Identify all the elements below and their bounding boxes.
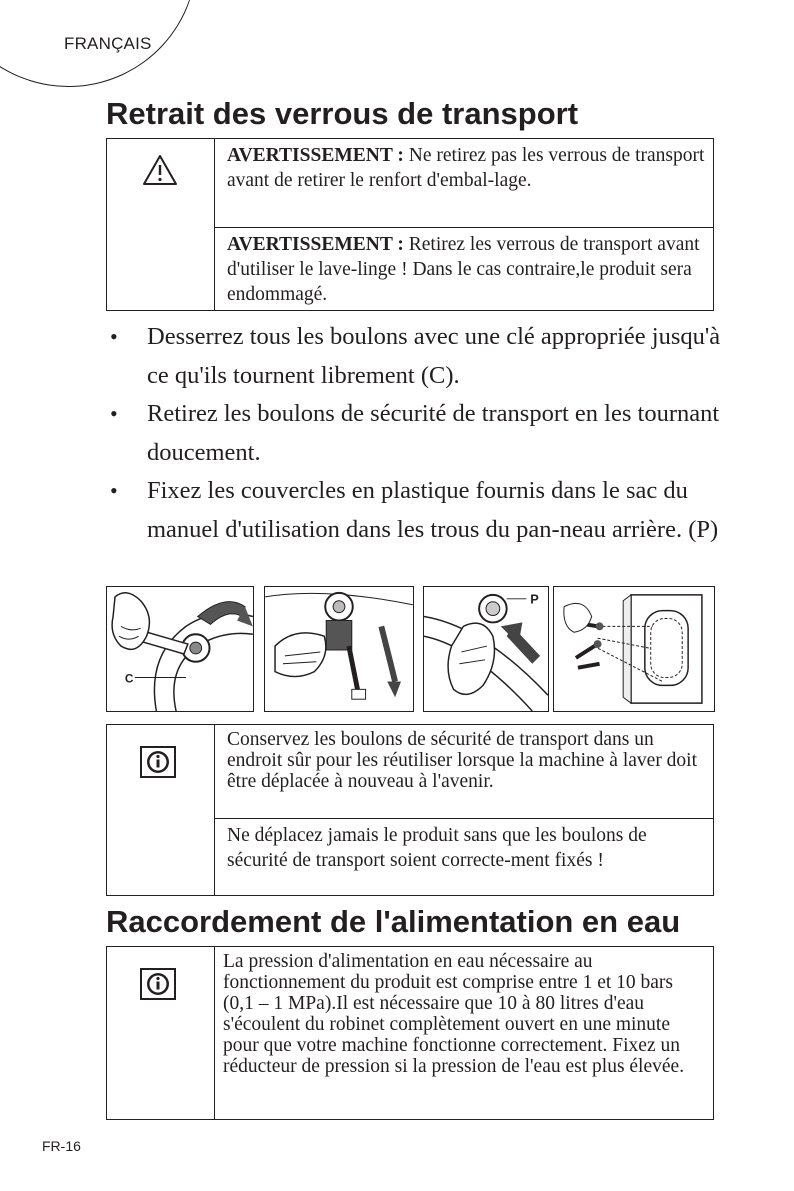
warning-body-1: Ne retirez pas les verrous de transport avant de retirer le renfort d'embal-lage. (227, 145, 705, 191)
machine-rear-bolts-illustration (553, 586, 715, 712)
warning-label-2: AVERTISSEMENT : (227, 234, 404, 255)
wrench-loosening-bolt-illustration (106, 586, 254, 712)
section-title-water-supply: Raccordement de l'alimentation en eau (106, 904, 681, 939)
instruction-item: • Fixez les couvercles en plastique fournis dans le sac du manuel d'utilisation dans les trous du pan-neau arrière. (P) (110, 472, 730, 549)
info-note-2: Ne déplacez jamais le produit sans que les boulons de sécurité de transport soient correcte-ment fixés ! (215, 818, 713, 875)
bolt-removal-illustration (264, 586, 414, 712)
warning-icon-cell (107, 139, 215, 310)
water-pressure-note: La pression d'alimentation en eau nécessaire au fonctionnement du produit est comprise entre 1 et 10 bars (0,1 – 1 MPa).Il est nécessaire que 10 à 80 litres d'eau s'écoulent du robinet complètement ouvert en une minute pour que votre machine fonctionne correctement. Fixez un réducteur de pression si la pression de l'eau est plus élevée. (223, 951, 685, 1077)
instruction-item: • Retirez les boulons de sécurité de transport en les tournant doucement. (110, 395, 730, 472)
warning-text-1 (215, 139, 713, 227)
warning-text-2 (215, 227, 713, 309)
illustration-label-p: P (530, 591, 539, 607)
warning-body-2: Retirez les verrous de transport avant d'utiliser le lave-linge ! Dans le cas contraire,le produit sera endommagé. (227, 234, 700, 305)
info-box-water-pressure (106, 946, 714, 1120)
info-box-storage (106, 724, 714, 896)
info-icon (139, 745, 177, 779)
info-note-1: Conservez les boulons de sécurité de transport dans un endroit sûr pour les réutiliser lorsque la machine à laver doit être déplacée à nouveau à l'avenir. (227, 729, 698, 792)
instruction-item: • Desserrez tous les boulons avec une clé appropriée jusqu'à ce qu'ils tournent librement (C). (110, 318, 730, 395)
illustration-label-c: C (124, 671, 134, 686)
warning-triangle-icon (141, 153, 179, 187)
instruction-list (110, 318, 730, 549)
warning-label-1: AVERTISSEMENT : (227, 145, 404, 166)
warning-box (106, 138, 714, 311)
section-title-transport-locks: Retrait des verrous de transport (106, 96, 579, 131)
page-number: FR-16 (42, 1138, 81, 1154)
language-label: FRANÇAIS (64, 34, 152, 53)
plastic-cover-insertion-illustration (423, 586, 549, 712)
info-icon (139, 967, 177, 1001)
